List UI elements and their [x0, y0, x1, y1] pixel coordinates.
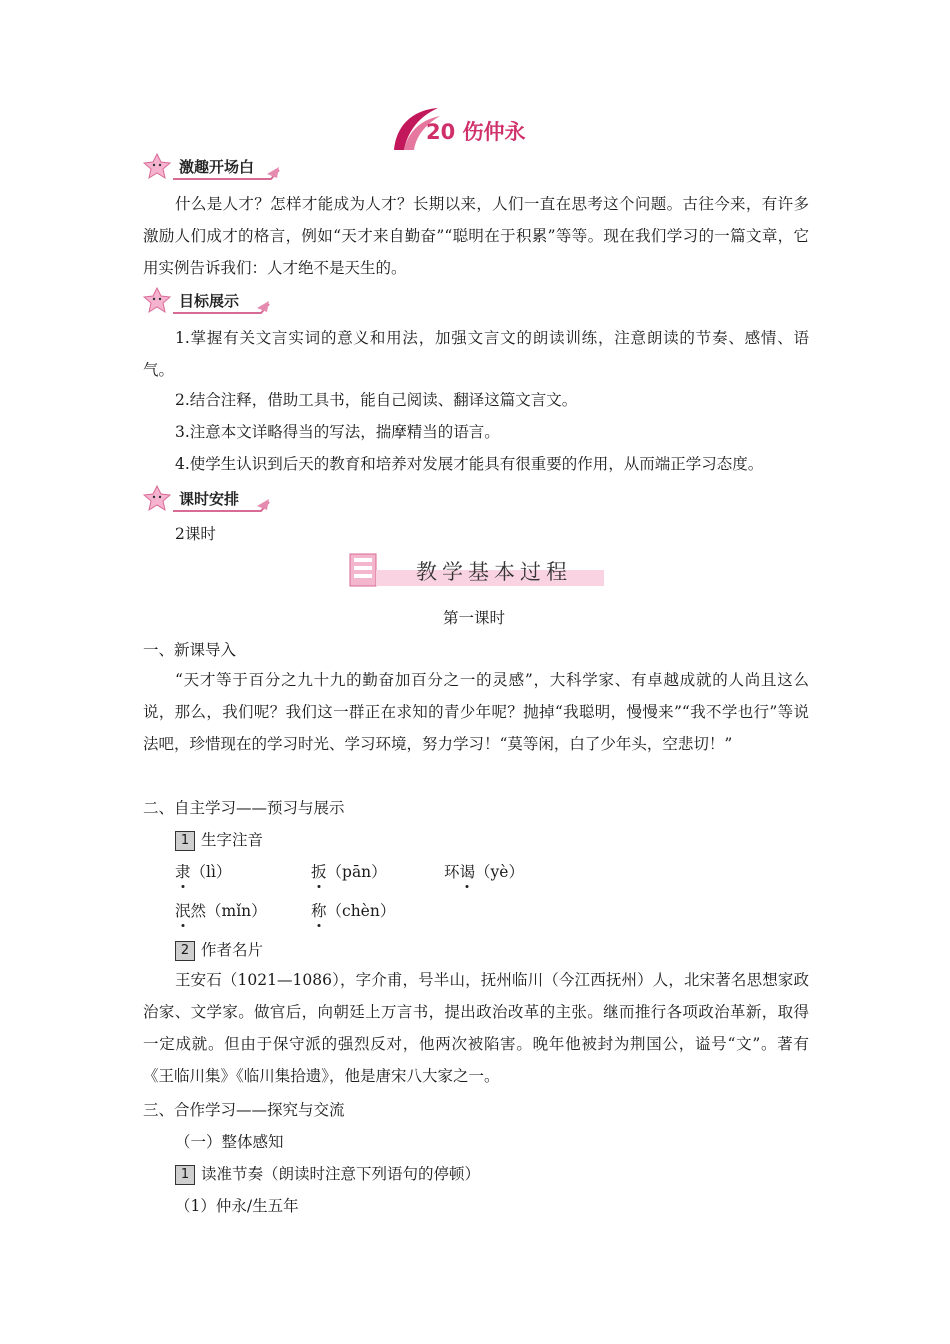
goal-item-1: 1.掌握有关文言实词的意义和用法，加强文言文的朗读训练，注意朗读的节奏、感情、语气。 [143, 329, 809, 379]
rhythm-heading [175, 1162, 480, 1185]
banner-text: 教学基本过程 [416, 560, 572, 584]
part3-subheading: （一）整体感知 [175, 1133, 284, 1151]
section-schedule-heading [143, 484, 283, 514]
section-goals-label: 目标展示 [179, 292, 240, 310]
pronunciation-heading [175, 828, 263, 851]
chapter-title [386, 104, 566, 154]
char-item: 泯然（mǐn） [175, 902, 267, 920]
char-text: 扳 [311, 863, 327, 881]
section-intro-label: 激趣开场白 [179, 158, 255, 176]
char-item [311, 860, 387, 882]
section-schedule-label: 课时安排 [179, 490, 240, 508]
part1-paragraph: “天才等于百分之九十九的勤奋加百分之一的灵感”，大科学家、有卓越成就的人尚且这么说，那么，我们呢？我们这一群正在求知的青少年呢？抛掉“我聪明，慢慢来”“我不学也行”等说法吧，珍惜现在的学习时光、学习环境，努力学习！“莫等闲，白了少年头，空悲切！” [143, 671, 809, 753]
section-goals-heading [143, 286, 283, 316]
section-intro-heading [143, 152, 283, 182]
number-box: 1 [175, 1165, 195, 1185]
char-pinyin: （mǐn） [206, 902, 267, 920]
schedule-text: 2课时 [175, 525, 216, 543]
part2-heading: 二、自主学习——预习与展示 [143, 799, 345, 817]
char-pinyin: （yè） [475, 863, 524, 881]
goal-item-3: 3.注意本文详略得当的写法，揣摩精当的语言。 [175, 423, 500, 441]
char-pinyin: （lì） [190, 863, 232, 881]
chapter-title-text [426, 116, 526, 146]
char-pinyin: （pān） [326, 863, 387, 881]
part1-heading: 一、新课导入 [143, 641, 237, 659]
lesson-title: 第一课时 [443, 609, 506, 627]
author-paragraph: 王安石（1021—1086），字介甫，号半山，抚州临川（今江西抚州）人，北宋著名思想家政治家、文学家。做官后，向朝廷上万言书，提出政治改革的主张。继而推行各项政治革新，取得一定成就。但由于保守派的强烈反对，他两次被陷害。晚年他被封为荆国公，谥号“文”。著有《王临川集》《临川集拾遗》，他是唐宋八大家之一。 [143, 971, 809, 1085]
char-item [175, 860, 231, 882]
number-box: 2 [175, 941, 195, 961]
author-label: 作者名片 [201, 941, 264, 959]
goal-item-4: 4.使学生认识到后天的教育和培养对发展才能具有很重要的作用，从而端正学习态度。 [175, 455, 764, 473]
char-item [311, 899, 395, 921]
char-item: 环谒（yè） [444, 863, 524, 881]
chapter-number: 20 [426, 120, 456, 144]
chapter-name: 伤仲永 [462, 120, 526, 144]
goal-item-2: 2.结合注释，借助工具书，能自己阅读、翻译这篇文言文。 [175, 391, 578, 409]
part3-heading: 三、合作学习——探究与交流 [143, 1101, 345, 1119]
char-text: 称 [311, 902, 327, 920]
char-text: 隶 [175, 863, 191, 881]
author-heading [175, 938, 263, 961]
rhythm-item-1: （1）仲永/生五年 [175, 1197, 299, 1215]
number-box: 1 [175, 831, 195, 851]
pronunciation-label: 生字注音 [201, 831, 264, 849]
char-pinyin: （chèn） [326, 902, 396, 920]
teaching-process-banner [346, 548, 606, 592]
rhythm-label: 读准节奏（朗读时注意下列语句的停顿） [201, 1165, 481, 1183]
intro-paragraph: 什么是人才？怎样才能成为人才？长期以来，人们一直在思考这个问题。古往今来，有许多激励人们成才的格言，例如“天才来自勤奋”“聪明在于积累”等等。现在我们学习的一篇文章，它用实例告诉我们：人才绝不是天生的。 [143, 195, 809, 277]
